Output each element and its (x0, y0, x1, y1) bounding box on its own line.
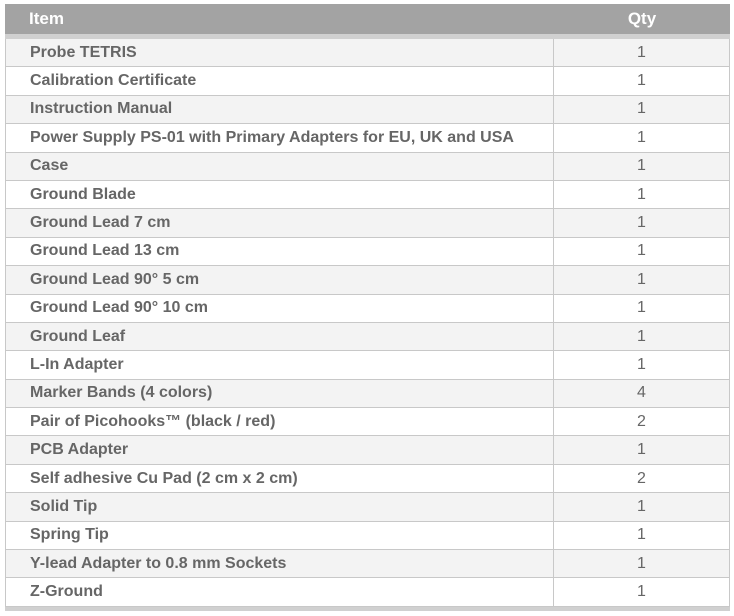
item-qty: 2 (637, 469, 646, 487)
item-qty: 1 (637, 299, 646, 317)
item-name: Ground Lead 90° 10 cm (6, 295, 554, 322)
item-name: Marker Bands (4 colors) (6, 380, 554, 407)
item-name: Instruction Manual (6, 96, 554, 123)
item-name: Y-lead Adapter to 0.8 mm Sockets (6, 550, 554, 577)
table-row (5, 550, 730, 578)
item-qty: 4 (637, 384, 646, 402)
item-qty: 1 (637, 242, 646, 260)
item-qty: 1 (637, 355, 646, 373)
table-row (5, 578, 730, 606)
item-qty: 1 (637, 327, 646, 345)
table-row (5, 436, 730, 464)
table-row (5, 209, 730, 237)
header-qty: Qty (627, 9, 657, 28)
header-item: Item (29, 9, 64, 28)
table-row (5, 96, 730, 124)
item-name: Ground Lead 90° 5 cm (6, 266, 554, 293)
item-qty: 1 (637, 157, 646, 175)
item-name: Ground Lead 13 cm (6, 238, 554, 265)
item-qty: 1 (637, 554, 646, 572)
item-qty: 1 (637, 583, 646, 601)
table-row (5, 351, 730, 379)
item-name: Power Supply PS-01 with Primary Adapters for EU, UK and USA (6, 124, 554, 151)
table-row (5, 295, 730, 323)
table-row (5, 465, 730, 493)
item-name: Ground Leaf (6, 323, 554, 350)
item-name: Probe TETRIS (6, 39, 554, 66)
item-qty: 1 (637, 441, 646, 459)
item-qty: 1 (637, 185, 646, 203)
item-qty: 1 (637, 270, 646, 288)
item-qty: 1 (637, 526, 646, 544)
table-row (5, 238, 730, 266)
item-name: Ground Lead 7 cm (6, 209, 554, 236)
items-table (5, 4, 730, 611)
item-qty: 1 (637, 497, 646, 515)
item-name: Calibration Certificate (6, 67, 554, 94)
item-name: Z-Ground (6, 578, 554, 605)
table-row (5, 522, 730, 550)
item-name: Case (6, 153, 554, 180)
table-row (5, 493, 730, 521)
table-row (5, 153, 730, 181)
table-row (5, 124, 730, 152)
item-qty: 1 (637, 43, 646, 61)
item-qty: 1 (637, 100, 646, 118)
item-name: Solid Tip (6, 493, 554, 520)
item-name: L-In Adapter (6, 351, 554, 378)
item-qty: 1 (637, 214, 646, 232)
item-qty: 1 (637, 128, 646, 146)
item-name: PCB Adapter (6, 436, 554, 463)
table-row (5, 67, 730, 95)
item-name: Ground Blade (6, 181, 554, 208)
item-name: Pair of Picohooks™ (black / red) (6, 408, 554, 435)
table-row (5, 39, 730, 67)
table-row (5, 323, 730, 351)
table-row (5, 266, 730, 294)
table-body (5, 39, 730, 607)
item-qty: 1 (637, 72, 646, 90)
table-row (5, 181, 730, 209)
table-footer-bar (5, 607, 730, 611)
item-name: Self adhesive Cu Pad (2 cm x 2 cm) (6, 465, 554, 492)
item-name: Spring Tip (6, 522, 554, 549)
table-row (5, 408, 730, 436)
table-row (5, 380, 730, 408)
table-header (5, 4, 730, 34)
item-qty: 2 (637, 412, 646, 430)
